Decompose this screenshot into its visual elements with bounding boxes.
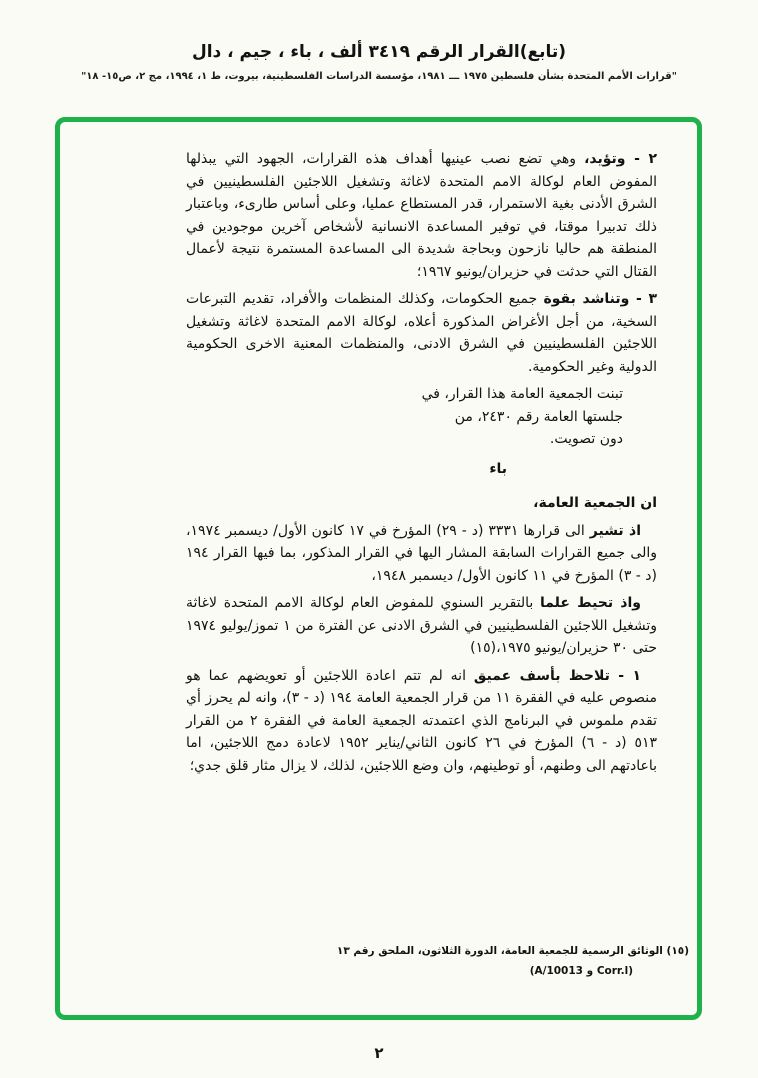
paragraph-operative-3 bbox=[186, 288, 657, 378]
paragraph-recital-1 bbox=[186, 520, 657, 588]
footnote bbox=[337, 941, 689, 981]
paragraph-lead: ٣ - وتناشد بقوة bbox=[543, 291, 657, 307]
adoption-note-line: جلستها العامة رقم ٢٤٣٠، من bbox=[454, 408, 623, 425]
preamble-intro: ان الجمعية العامة، bbox=[533, 495, 657, 511]
paragraph-text: جميع الحكومات، وكذلك المنظمات والأفراد، تقديم التبرعات السخية، من أجل الأغراض المذكورة أعلاه، لوكالة الامم المتحدة لاغاثة وتشغيل اللاجئين الفلسطينيين في الشرق الادنى، والمنظمات المعنية الاخرى الحكومية الدولية وغير الحكومية. bbox=[186, 291, 657, 375]
highlight-border-box bbox=[55, 117, 702, 1020]
document-title: (تابع)القرار الرقم ٣٤١٩ ألف ، باء ، جيم ، دال bbox=[191, 42, 567, 62]
paragraph-lead: ١ - تلاحظ بأسف عميق bbox=[473, 667, 641, 684]
adoption-note-line: دون تصويت. bbox=[549, 431, 623, 447]
section-letter-heading: باء bbox=[489, 460, 507, 477]
paragraph-text: الى قرارها ٣٣٣١ (د - ٢٩) المؤرخ في ١٧ كانون الأول/ ديسمبر ١٩٧٤، والى جميع القرارات السابقة المشار اليها في القرار المذكور، بما فيها القرار ١٩٤ (د - ٣) المؤرخ في ١١ كانون الأول/ ديسمبر ١٩٤٨، bbox=[186, 522, 657, 584]
document-source-citation: "قرارات الأمم المتحدة بشأن فلسطين ١٩٧٥ ـــ ١٩٨١، مؤسسة الدراسات الفلسطينية، بيروت، ط ١، ١٩٩٤، مج ٢، ص١٥- ١٨" bbox=[81, 71, 677, 82]
footnote-reference-line: (١٥) الوثائق الرسمية للجمعية العامة، الدورة الثلاثون، الملحق رقم ١٣ bbox=[336, 945, 689, 957]
paragraph-text: انه لم تتم اعادة اللاجئين أو تعويضهم عما هو منصوص عليه في الفقرة ١١ من قرار الجمعية العامة ١٩٤ (د - ٣)، وانه لم يحرز أي تقدم ملموس في البرنامج الذي اعتمدته الجمعية العامة في الفقرة ٢ من القرار ٥١٣ (د - ٦) المؤرخ في ٢٦ كانون الثاني/يناير ١٩٥٢ لاعادة دمج اللاجئين، اما باعادتهم الى وطنهم، أو توطينهم، وان وضع اللاجئين، لذلك، لا يزال مثار قلق جدي؛ bbox=[186, 667, 657, 774]
paragraph-text: بالتقرير السنوي للمفوض العام لوكالة الامم المتحدة لاغاثة وتشغيل اللاجئين الفلسطينيين في الشرق الادنى عن الفترة من ١ تموز/يوليو ١٩٧٤ حتى ٣٠ حزيران/يونيو ١٩٧٥،(١٥) bbox=[186, 595, 658, 656]
document-header bbox=[0, 42, 758, 82]
paragraph-lead: ٢ - وتؤيد، bbox=[584, 151, 657, 167]
adoption-note-line: تبنت الجمعية العامة هذا القرار، في bbox=[421, 386, 623, 402]
paragraph-operative-2 bbox=[186, 148, 657, 283]
resolution-text-block bbox=[186, 148, 657, 782]
paragraph-operative-1 bbox=[186, 665, 657, 778]
adoption-note bbox=[186, 383, 623, 451]
footnote-document-symbol: (A/10013 و Corr.l) bbox=[529, 965, 633, 977]
paragraph-lead: اذ تشير bbox=[589, 522, 642, 539]
paragraph-recital-2 bbox=[186, 592, 657, 660]
paragraph-lead: واذ تحيط علما bbox=[540, 595, 641, 611]
paragraph-text: وهي تضع نصب عينيها أهداف هذه القرارات، الجهود التي يبذلها المفوض العام لوكالة الامم المتحدة لاغاثة وتشغيل اللاجئين الفلسطينيين في الشرق الأدنى بغية الاستمرار، قدر المستطاع عمليا، وعلى أساس طارىء، وباعتبار ذلك تدبيرا موقتا، في توفير المساعدة الانسانية لأشخاص آخرين موجودين في المنطقة هم حاليا نازحون وبحاجة شديدة الى المساعدة المستمرة نتيجة لأعمال القتال التي حدثت في حزيران/يونيو ١٩٦٧؛ bbox=[186, 151, 657, 280]
page-number: ٢ bbox=[374, 1044, 384, 1062]
